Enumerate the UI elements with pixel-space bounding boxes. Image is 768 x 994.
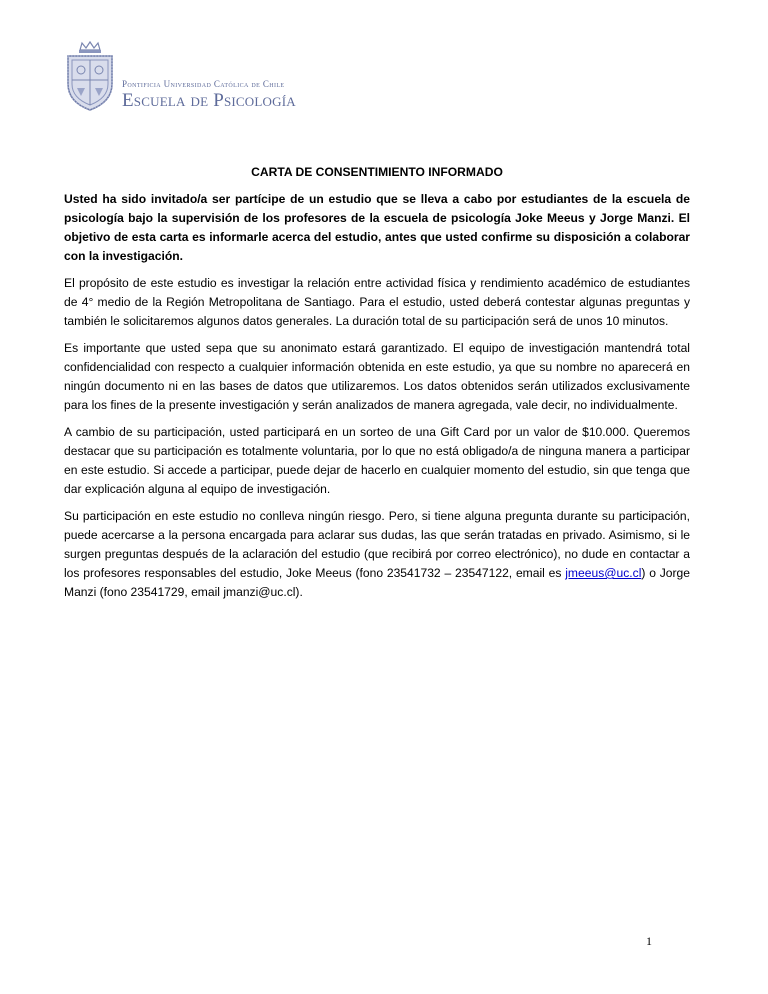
university-name: Pontificia Universidad Católica de Chile: [122, 79, 285, 89]
school-name: Escuela de Psicología: [122, 90, 296, 111]
document-title: CARTA DE CONSENTIMIENTO INFORMADO: [251, 165, 503, 179]
risk-text-start: Su participación en este estudio no conlleva ningún riesgo. Pero, si tiene alguna pregunta durante su participación, puede acercarse a la persona encargada para aclarar sus dudas, las que serán tratadas en privado. Asimismo, si le surgen preguntas después de la aclaración del estudio (que recibirá por correo electrónico), no dude en contactar a los profesores responsables del estudio, Joke Meeus (fono 23541732 – 23547122, email es: [64, 509, 690, 580]
risk-paragraph: [64, 507, 690, 602]
university-seal-icon: [62, 40, 118, 112]
institution-header: [62, 40, 392, 120]
purpose-paragraph: El propósito de este estudio es investigar la relación entre actividad física y rendimiento académico de estudiantes de 4° medio de la Región Metropolitana de Santiago. Para el estudio, usted deberá contestar algunas preguntas y también le solicitaremos algunos datos generales. La duración total de su participación será de unos 10 minutos.: [64, 276, 690, 328]
risk-text-end: ) o Jorge Manzi (fono 23541729, email jmanzi@uc.cl).: [64, 566, 690, 599]
incentive-paragraph: A cambio de su participación, usted participará en un sorteo de una Gift Card por un valor de $10.000. Queremos destacar que su participación es totalmente voluntaria, por lo que no está obligado/a de ninguna manera a participar en este estudio. Si accede a participar, puede dejar de hacerlo en cualquier momento del estudio, sin que tenga que dar explicación alguna al equipo de investigación.: [64, 425, 690, 496]
anonymity-paragraph: Es importante que usted sepa que su anonimato estará garantizado. El equipo de investigación mantendrá total confidencialidad con respecto a cualquier información obtenida en este estudio, ya que su nombre no aparecerá en ningún documento ni en las bases de datos que utilizaremos. Los datos obtenidos serán utilizados exclusivamente para los fines de la presente investigación y serán analizados de manera agregada, vale decir, no individualmente.: [64, 341, 690, 412]
institution-name: [122, 78, 296, 112]
email-link-jmeeus[interactable]: jmeeus@uc.cl: [565, 566, 642, 580]
letter-body: [64, 163, 690, 610]
intro-paragraph: Usted ha sido invitado/a ser partícipe de un estudio que se lleva a cabo por estudiantes de la escuela de psicología bajo la supervisión de los profesores de la escuela de psicología Joke Meeus y Jorge Manzi. El objetivo de esta carta es informarle acerca del estudio, antes que usted confirme su disposición a colaborar con la investigación.: [64, 192, 690, 263]
page-number: 1: [646, 934, 652, 948]
